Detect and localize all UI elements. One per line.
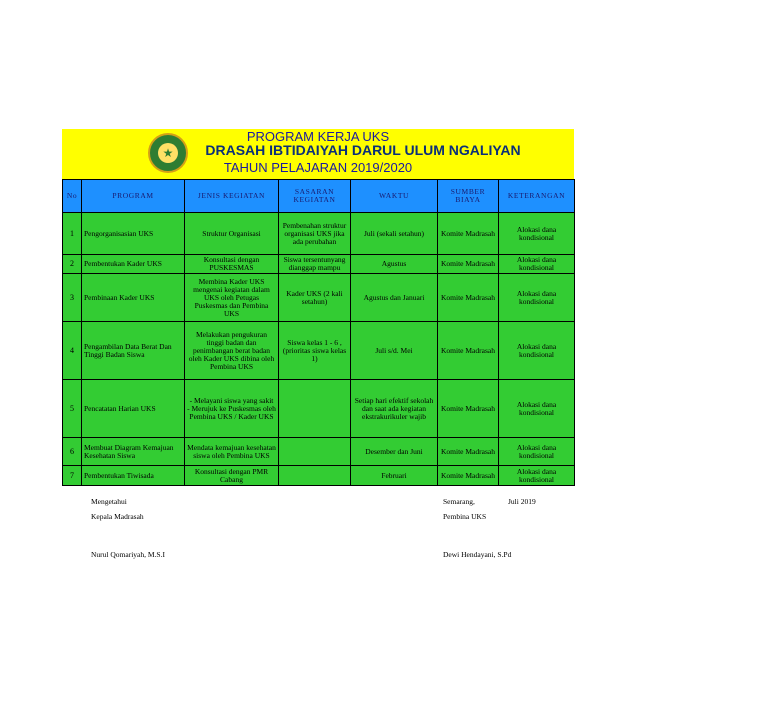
row-keterangan: Alokasi dana kondisional [499,438,575,466]
row-jenis: Konsultasi dengan PUSKESMAS [185,255,279,274]
row-program: Pembentukan Tiwisada [82,466,185,486]
row-sasaran [279,466,351,486]
principal-name: Nurul Qomariyah, M.S.I [91,550,165,559]
col-header-program: PROGRAM [82,180,185,213]
row-jenis: Melakukan pengukuran tinggi badan dan penimbangan berat badan oleh Kader UKS dibina oleh Pembina UKS [185,322,279,380]
row-biaya: Komite Madrasah [438,466,499,486]
row-no: 7 [63,466,82,486]
date-label: Juli 2019 [508,497,536,506]
col-header-keterangan: KETERANGAN [499,180,575,213]
row-jenis: Konsultasi dengan PMR Cabang [185,466,279,486]
school-name: DRASAH IBTIDAIYAH DARUL ULUM NGALIYAN [205,142,521,158]
table-row [63,322,575,380]
row-sasaran [279,380,351,438]
col-header-waktu: WAKTU [351,180,438,213]
row-jenis: Membina Kader UKS mengenai kegiatan dalam UKS oleh Petugas Puskesmas dan Pembina UKS [185,274,279,322]
row-keterangan: Alokasi dana kondisional [499,213,575,255]
row-no: 3 [63,274,82,322]
table-row [63,380,575,438]
row-sasaran: Siswa tersentunyang dianggap mampu [279,255,351,274]
pembina-name: Dewi Hendayani, S.Pd [443,550,512,559]
table-row [63,438,575,466]
program-table [62,179,575,486]
row-waktu: Setiap hari efektif sekolah dan saat ada kegiatan ekstrakurikuler wajib [351,380,438,438]
row-program: Pencatatan Harian UKS [82,380,185,438]
row-waktu: Juli (sekali setahun) [351,213,438,255]
row-keterangan: Alokasi dana kondisional [499,274,575,322]
mengetahui-label: Mengetahui [91,497,127,506]
row-no: 4 [63,322,82,380]
row-keterangan: Alokasi dana kondisional [499,322,575,380]
row-biaya: Komite Madrasah [438,438,499,466]
table-header-row [63,180,575,213]
place-label: Semarang, [443,497,475,506]
principal-title: Kepala Madrasah [91,512,144,521]
row-program: Membuat Diagram Kemajuan Kesehatan Siswa [82,438,185,466]
col-header-biaya: SUMBER BIAYA [438,180,499,213]
table-row [63,274,575,322]
col-header-no: No [63,180,82,213]
pembina-title: Pembina UKS [443,512,487,521]
table-row [63,255,575,274]
row-keterangan: Alokasi dana kondisional [499,466,575,486]
document-header [62,129,574,179]
row-jenis: Mendata kemajuan kesehatan siswa oleh Pembina UKS [185,438,279,466]
program-title: PROGRAM KERJA UKS [246,129,390,144]
col-header-jenis: JENIS KEGIATAN [185,180,279,213]
row-waktu: Agustus [351,255,438,274]
row-sasaran: Kader UKS (2 kali setahun) [279,274,351,322]
row-program: Pengorganisasian UKS [82,213,185,255]
row-biaya: Komite Madrasah [438,380,499,438]
row-no: 1 [63,213,82,255]
row-biaya: Komite Madrasah [438,213,499,255]
row-sasaran: Siswa kelas 1 - 6 , (prioritas siswa kelas 1) [279,322,351,380]
table-row [63,466,575,486]
table-row [63,213,575,255]
col-header-sasaran: SASARAN KEGIATAN [279,180,351,213]
row-no: 2 [63,255,82,274]
row-biaya: Komite Madrasah [438,322,499,380]
academic-year: TAHUN PELAJARAN 2019/2020 [223,160,413,175]
row-no: 6 [63,438,82,466]
row-sasaran [279,438,351,466]
row-program: Pembentukan Kader UKS [82,255,185,274]
row-waktu: Juli s/d. Mei [351,322,438,380]
row-no: 5 [63,380,82,438]
row-biaya: Komite Madrasah [438,255,499,274]
row-sasaran: Pembenahan struktur organisasi UKS jika ada perubahan [279,213,351,255]
row-keterangan: Alokasi dana kondisional [499,255,575,274]
row-biaya: Komite Madrasah [438,274,499,322]
row-keterangan: Alokasi dana kondisional [499,380,575,438]
row-waktu: Februari [351,466,438,486]
madrasah-logo: ★ [148,133,188,173]
row-waktu: Agustus dan Januari [351,274,438,322]
row-program: Pengambilan Data Berat Dan Tinggi Badan Siswa [82,322,185,380]
row-jenis: Struktur Organisasi [185,213,279,255]
row-program: Pembinaan Kader UKS [82,274,185,322]
row-jenis: - Melayani siswa yang sakit - Merujuk ke Puskesmas oleh Pembina UKS / Kader UKS [185,380,279,438]
row-waktu: Desember dan Juni [351,438,438,466]
